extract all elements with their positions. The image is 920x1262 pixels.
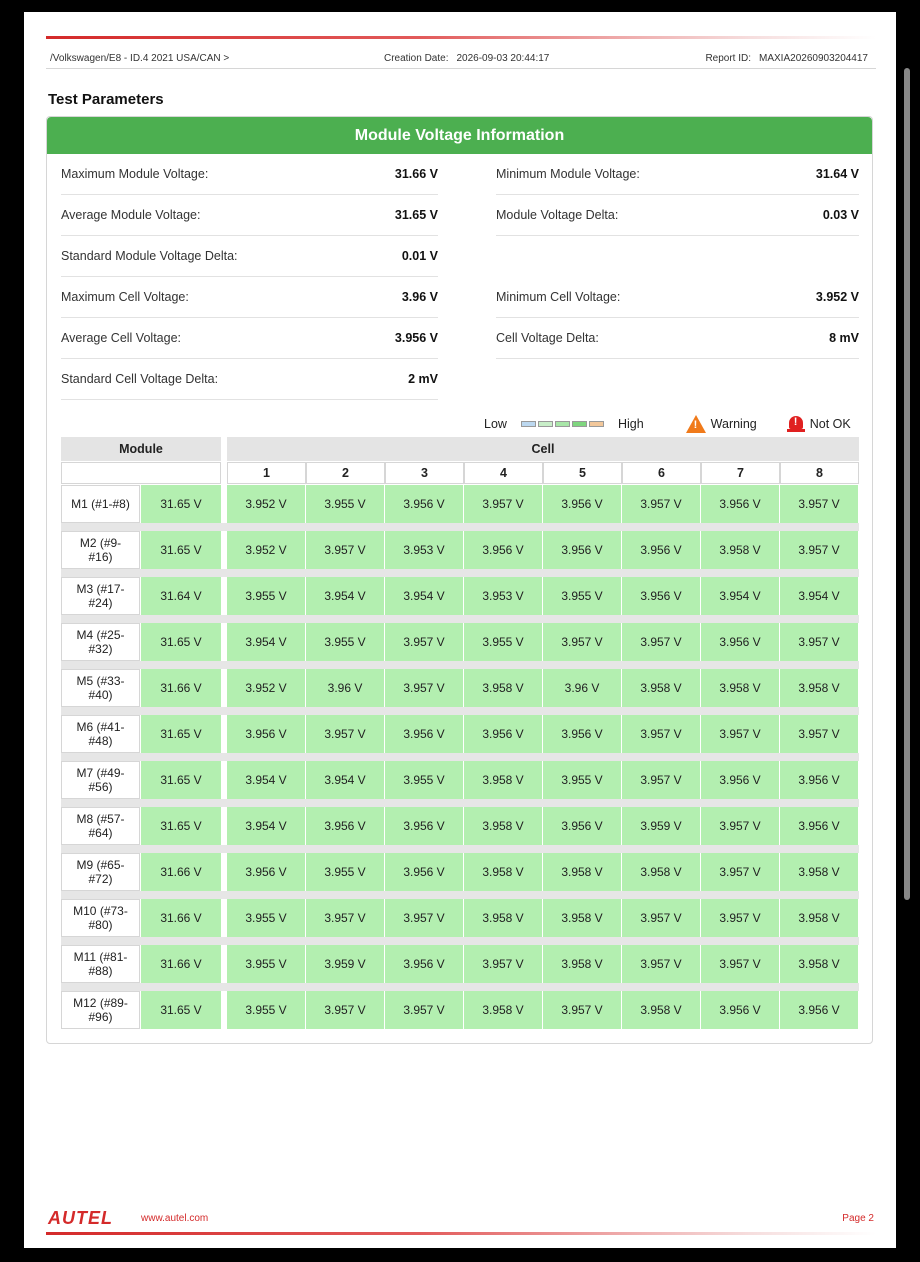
legend-swatch <box>555 421 570 427</box>
cell-voltage: 3.956 V <box>701 623 779 661</box>
legend-not-ok-label: Not OK <box>809 417 851 431</box>
cell-voltage: 3.956 V <box>543 715 621 753</box>
module-voltage-card <box>46 116 873 1044</box>
table-row <box>61 807 859 845</box>
stat-min-cell-voltage <box>496 277 859 318</box>
cell-voltage: 3.957 V <box>385 899 463 937</box>
module-name: M4 (#25-#32) <box>61 623 140 661</box>
stat-std-module-voltage-delta <box>61 236 438 277</box>
cell-voltage: 3.958 V <box>464 807 542 845</box>
cell-voltage: 3.957 V <box>306 715 384 753</box>
row-separator <box>61 707 859 715</box>
stat-label: Standard Module Voltage Delta: <box>61 249 238 263</box>
legend-color-scale <box>521 421 604 427</box>
cell-voltage: 3.957 V <box>701 715 779 753</box>
cell-voltage: 3.956 V <box>385 485 463 523</box>
stat-value: 0.03 V <box>822 208 859 222</box>
report-id-label: Report ID: <box>705 52 752 64</box>
module-voltage: 31.66 V <box>141 945 221 983</box>
cell-voltage: 3.96 V <box>306 669 384 707</box>
cell-voltage: 3.957 V <box>385 623 463 661</box>
legend-swatch <box>572 421 587 427</box>
cell-voltage: 3.958 V <box>780 853 858 891</box>
table-row <box>61 761 859 799</box>
cell-voltage: 3.955 V <box>227 899 305 937</box>
stat-cell-voltage-delta <box>496 318 859 359</box>
stat-label: Standard Cell Voltage Delta: <box>61 372 219 386</box>
cell-voltage: 3.957 V <box>780 531 858 569</box>
legend-warning-label: Warning <box>710 417 757 431</box>
stat-label: Cell Voltage Delta: <box>496 331 599 345</box>
module-voltage: 31.66 V <box>141 669 221 707</box>
module-voltage: 31.65 V <box>141 761 221 799</box>
cell-column-number: 7 <box>701 462 780 484</box>
module-name: M3 (#17-#24) <box>61 577 140 615</box>
cell-voltage: 3.957 V <box>622 623 700 661</box>
stat-std-cell-voltage-delta <box>61 359 438 400</box>
autel-logo: AUTEL <box>48 1208 113 1228</box>
cell-column-number: 3 <box>385 462 464 484</box>
stat-label: Module Voltage Delta: <box>496 208 619 222</box>
module-voltage: 31.65 V <box>141 485 221 523</box>
cell-voltage: 3.956 V <box>227 853 305 891</box>
cell-column-number: 1 <box>227 462 306 484</box>
cell-voltage: 3.958 V <box>780 899 858 937</box>
cell-voltage: 3.958 V <box>622 853 700 891</box>
stat-value: 3.952 V <box>815 290 859 304</box>
voltage-legend <box>484 414 851 434</box>
stat-min-module-voltage <box>496 154 859 195</box>
table-row <box>61 715 859 753</box>
creation-date-label: Creation Date: <box>384 52 449 64</box>
cell-voltage: 3.958 V <box>464 761 542 799</box>
cell-voltage: 3.957 V <box>701 899 779 937</box>
cell-voltage: 3.956 V <box>543 531 621 569</box>
cell-voltage: 3.958 V <box>780 945 858 983</box>
cell-voltage: 3.957 V <box>385 991 463 1029</box>
cell-voltage: 3.955 V <box>464 623 542 661</box>
cell-voltage: 3.956 V <box>385 807 463 845</box>
cell-voltage: 3.958 V <box>780 669 858 707</box>
table-row <box>61 991 859 1029</box>
cell-voltage: 3.954 V <box>306 761 384 799</box>
cell-voltage: 3.957 V <box>780 485 858 523</box>
cell-voltage: 3.956 V <box>701 485 779 523</box>
stat-label: Minimum Module Voltage: <box>496 167 640 181</box>
cell-column-number: 8 <box>780 462 859 484</box>
cell-column-number: 4 <box>464 462 543 484</box>
cell-voltage: 3.957 V <box>306 991 384 1029</box>
row-separator <box>61 845 859 853</box>
cell-voltage: 3.957 V <box>464 485 542 523</box>
cell-voltage: 3.954 V <box>385 577 463 615</box>
legend-high-label: High <box>617 417 644 431</box>
cell-voltage: 3.957 V <box>622 761 700 799</box>
bottom-divider <box>46 1232 876 1235</box>
stat-avg-cell-voltage <box>61 318 438 359</box>
legend-swatch <box>589 421 604 427</box>
cell-voltage: 3.956 V <box>385 715 463 753</box>
stat-label: Average Cell Voltage: <box>61 331 181 345</box>
module-name: M10 (#73-#80) <box>61 899 140 937</box>
cell-voltage: 3.957 V <box>622 715 700 753</box>
cell-voltage: 3.955 V <box>385 761 463 799</box>
cell-voltage: 3.957 V <box>622 945 700 983</box>
report-id-value: MAXIA20260903204417 <box>759 52 868 64</box>
cell-voltage: 3.958 V <box>701 669 779 707</box>
meta-divider <box>46 68 876 69</box>
stat-module-voltage-delta <box>496 195 859 236</box>
cell-voltage: 3.956 V <box>306 807 384 845</box>
report-id <box>705 53 868 64</box>
cell-voltage: 3.953 V <box>385 531 463 569</box>
report-meta-row <box>50 50 876 66</box>
module-voltage: 31.65 V <box>141 715 221 753</box>
cell-voltage: 3.954 V <box>780 577 858 615</box>
cell-voltage: 3.952 V <box>227 531 305 569</box>
table-row <box>61 485 859 523</box>
stat-label: Maximum Module Voltage: <box>61 167 209 181</box>
stat-max-module-voltage <box>61 154 438 195</box>
module-voltage: 31.65 V <box>141 531 221 569</box>
cell-voltage: 3.955 V <box>227 991 305 1029</box>
cell-voltage: 3.957 V <box>622 899 700 937</box>
row-separator <box>61 891 859 899</box>
footer-url[interactable]: www.autel.com <box>141 1213 209 1224</box>
stat-max-cell-voltage <box>61 277 438 318</box>
stat-value: 2 mV <box>408 372 438 386</box>
cell-voltage: 3.954 V <box>227 807 305 845</box>
module-name: M5 (#33-#40) <box>61 669 140 707</box>
stat-label: Minimum Cell Voltage: <box>496 290 621 304</box>
legend-low-label: Low <box>484 417 507 431</box>
cell-voltage: 3.956 V <box>385 853 463 891</box>
table-row <box>61 669 859 707</box>
cell-column-number: 6 <box>622 462 701 484</box>
page-number: Page 2 <box>842 1213 874 1224</box>
cell-voltage: 3.957 V <box>701 945 779 983</box>
cell-voltage: 3.958 V <box>464 669 542 707</box>
stat-value: 31.64 V <box>815 167 859 181</box>
cell-voltage: 3.956 V <box>701 991 779 1029</box>
cell-voltage: 3.957 V <box>464 945 542 983</box>
cell-voltage: 3.958 V <box>622 991 700 1029</box>
module-name: M8 (#57-#64) <box>61 807 140 845</box>
module-column-header: Module <box>61 437 221 461</box>
cell-voltage: 3.956 V <box>780 807 858 845</box>
cell-voltage: 3.956 V <box>780 991 858 1029</box>
row-separator <box>61 799 859 807</box>
row-separator <box>61 615 859 623</box>
cell-voltage: 3.956 V <box>227 715 305 753</box>
cell-voltage: 3.952 V <box>227 485 305 523</box>
row-separator <box>61 753 859 761</box>
module-name: M9 (#65-#72) <box>61 853 140 891</box>
cell-voltage: 3.955 V <box>543 577 621 615</box>
cell-voltage: 3.958 V <box>543 899 621 937</box>
cell-voltage: 3.957 V <box>306 899 384 937</box>
cell-voltage: 3.955 V <box>227 577 305 615</box>
cell-voltage: 3.954 V <box>227 623 305 661</box>
cell-voltage: 3.955 V <box>227 945 305 983</box>
table-row <box>61 945 859 983</box>
stat-value: 31.65 V <box>394 208 438 222</box>
cell-voltage: 3.957 V <box>701 853 779 891</box>
not-ok-icon <box>787 415 805 433</box>
cell-voltage: 3.956 V <box>622 531 700 569</box>
stat-value: 31.66 V <box>394 167 438 181</box>
cell-voltage: 3.956 V <box>543 485 621 523</box>
module-name: M12 (#89-#96) <box>61 991 140 1029</box>
cell-voltage: 3.954 V <box>306 577 384 615</box>
cell-voltage: 3.958 V <box>701 531 779 569</box>
row-separator <box>61 661 859 669</box>
cell-voltage: 3.957 V <box>543 991 621 1029</box>
cell-voltage: 3.956 V <box>464 531 542 569</box>
legend-swatch <box>538 421 553 427</box>
cell-voltage: 3.955 V <box>306 853 384 891</box>
cell-voltage: 3.957 V <box>306 531 384 569</box>
cell-voltage: 3.956 V <box>543 807 621 845</box>
cell-voltage: 3.958 V <box>464 899 542 937</box>
cell-column-header: Cell <box>227 437 859 461</box>
card-title: Module Voltage Information <box>47 117 872 154</box>
breadcrumb[interactable]: /Volkswagen/E8 - ID.4 2021 USA/CAN > <box>50 52 230 64</box>
cell-voltage: 3.956 V <box>622 577 700 615</box>
table-row <box>61 577 859 615</box>
cell-voltage: 3.954 V <box>227 761 305 799</box>
cell-voltage: 3.956 V <box>464 715 542 753</box>
top-divider <box>46 36 876 39</box>
cell-voltage: 3.958 V <box>464 853 542 891</box>
module-voltage: 31.64 V <box>141 577 221 615</box>
cell-voltage: 3.958 V <box>543 945 621 983</box>
module-voltage: 31.65 V <box>141 623 221 661</box>
cell-voltage: 3.955 V <box>543 761 621 799</box>
cell-voltage: 3.955 V <box>306 623 384 661</box>
module-name: M7 (#49-#56) <box>61 761 140 799</box>
creation-date <box>384 53 549 64</box>
cell-voltage: 3.952 V <box>227 669 305 707</box>
cell-voltage: 3.957 V <box>385 669 463 707</box>
stat-label: Average Module Voltage: <box>61 208 201 222</box>
cell-voltage: 3.96 V <box>543 669 621 707</box>
cell-voltage: 3.957 V <box>543 623 621 661</box>
module-voltage: 31.65 V <box>141 991 221 1029</box>
section-title: Test Parameters <box>48 91 164 108</box>
row-separator <box>61 569 859 577</box>
stat-value: 3.956 V <box>394 331 438 345</box>
cell-voltage: 3.959 V <box>306 945 384 983</box>
cell-voltage: 3.955 V <box>306 485 384 523</box>
cell-voltage: 3.959 V <box>622 807 700 845</box>
creation-date-value: 2026-09-03 20:44:17 <box>456 52 550 64</box>
cell-column-number: 5 <box>543 462 622 484</box>
module-voltage: 31.66 V <box>141 899 221 937</box>
cell-voltage: 3.956 V <box>385 945 463 983</box>
module-name: M2 (#9-#16) <box>61 531 140 569</box>
cell-voltage: 3.953 V <box>464 577 542 615</box>
stat-value: 8 mV <box>829 331 859 345</box>
table-row <box>61 853 859 891</box>
cell-voltage: 3.957 V <box>780 623 858 661</box>
module-name: M11 (#81-#88) <box>61 945 140 983</box>
row-separator <box>61 983 859 991</box>
cell-voltage: 3.956 V <box>780 761 858 799</box>
cell-voltage: 3.958 V <box>622 669 700 707</box>
table-row <box>61 899 859 937</box>
cell-voltage: 3.957 V <box>622 485 700 523</box>
table-row <box>61 531 859 569</box>
stat-avg-module-voltage <box>61 195 438 236</box>
row-separator <box>61 523 859 531</box>
warning-icon <box>686 415 706 433</box>
stat-label: Maximum Cell Voltage: <box>61 290 189 304</box>
cell-voltage: 3.957 V <box>701 807 779 845</box>
module-name: M1 (#1-#8) <box>61 485 140 523</box>
cell-voltage: 3.956 V <box>701 761 779 799</box>
cell-voltage: 3.958 V <box>464 991 542 1029</box>
row-separator <box>61 937 859 945</box>
table-row <box>61 623 859 661</box>
legend-swatch <box>521 421 536 427</box>
vertical-scrollbar[interactable] <box>904 68 910 900</box>
cell-voltage: 3.958 V <box>543 853 621 891</box>
module-name: M6 (#41-#48) <box>61 715 140 753</box>
module-subheader-blank <box>61 462 221 484</box>
module-voltage: 31.65 V <box>141 807 221 845</box>
cell-voltage: 3.954 V <box>701 577 779 615</box>
stat-value: 3.96 V <box>401 290 438 304</box>
report-page <box>24 12 896 1248</box>
cell-column-number: 2 <box>306 462 385 484</box>
stat-value: 0.01 V <box>401 249 438 263</box>
cell-voltage: 3.957 V <box>780 715 858 753</box>
module-voltage: 31.66 V <box>141 853 221 891</box>
